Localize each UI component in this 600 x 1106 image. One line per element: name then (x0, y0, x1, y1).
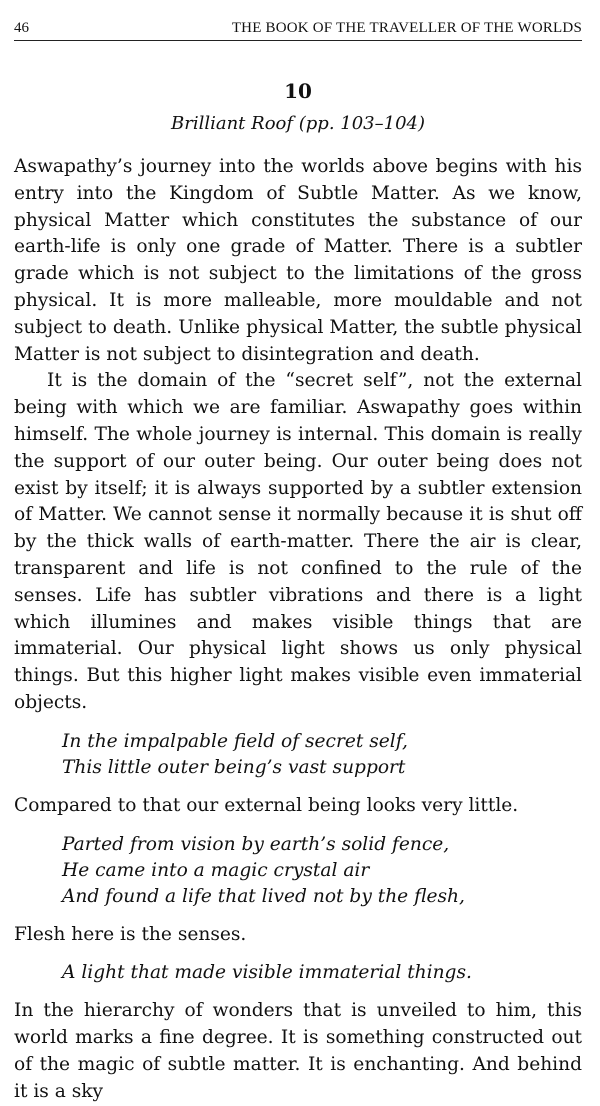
body-paragraph: Flesh here is the senses. (14, 923, 247, 945)
verse-quote (62, 832, 582, 910)
body-paragraph: In the hierarchy of wonders that is unveiled to him, this world marks a fine degree. It is something constructed out of the magic of subtle matter. It is enchanting. And behind it is a sky (14, 1000, 582, 1102)
page-number: 46 (14, 20, 29, 36)
chapter-number: 10 (284, 79, 312, 103)
running-head (14, 0, 582, 41)
verse-line: In the impalpable field of secret self, (62, 730, 408, 752)
body-paragraph: Compared to that our external being looks very little. (14, 794, 519, 816)
book-title: THE BOOK OF THE TRAVELLER OF THE WORLDS (231, 20, 582, 36)
verse-line: He came into a magic crystal air (62, 859, 370, 881)
body-paragraph: It is the domain of the “secret self”, not the external being with which we are familiar. Aswapathy goes within himself. The whole journey is internal. This domain is really the support of our outer being. Our outer being does not exist by itself; it is always supported by a subtler extension of Matter. We cannot sense it normally because it is shut off by the thick walls of earth-matter. There the air is clear, transparent and life is not confined to the rule of the senses. Life has subtler vibrations and there is a light which illumines and makes visible things that are immaterial. Our physical light shows us only physical things. But this higher light makes visible even immaterial objects. (14, 370, 582, 713)
verse-line: This little outer being’s vast support (62, 756, 406, 778)
verse-line: A light that made visible immaterial things. (62, 962, 472, 984)
verse-line: Parted from vision by earth’s solid fence, (62, 833, 450, 855)
verse-quote (62, 729, 582, 781)
body-paragraph: Aswapathy’s journey into the worlds above begins with his entry into the Kingdom of Subtle Matter. As we know, physical Matter which constitutes the substance of our earth-life is only one grade of Matter. There is a subtler grade which is not subject to the limitations of the gross physical. It is more malleable, more mouldable and not subject to death. Unlike physical Matter, the subtle physical Matter is not subject to disintegration and death. (14, 156, 582, 365)
verse-quote (62, 960, 582, 986)
book-page (14, 0, 582, 1106)
chapter-title: Brilliant Roof (pp. 103–104) (171, 113, 425, 134)
verse-line: And found a life that lived not by the flesh, (62, 885, 465, 907)
